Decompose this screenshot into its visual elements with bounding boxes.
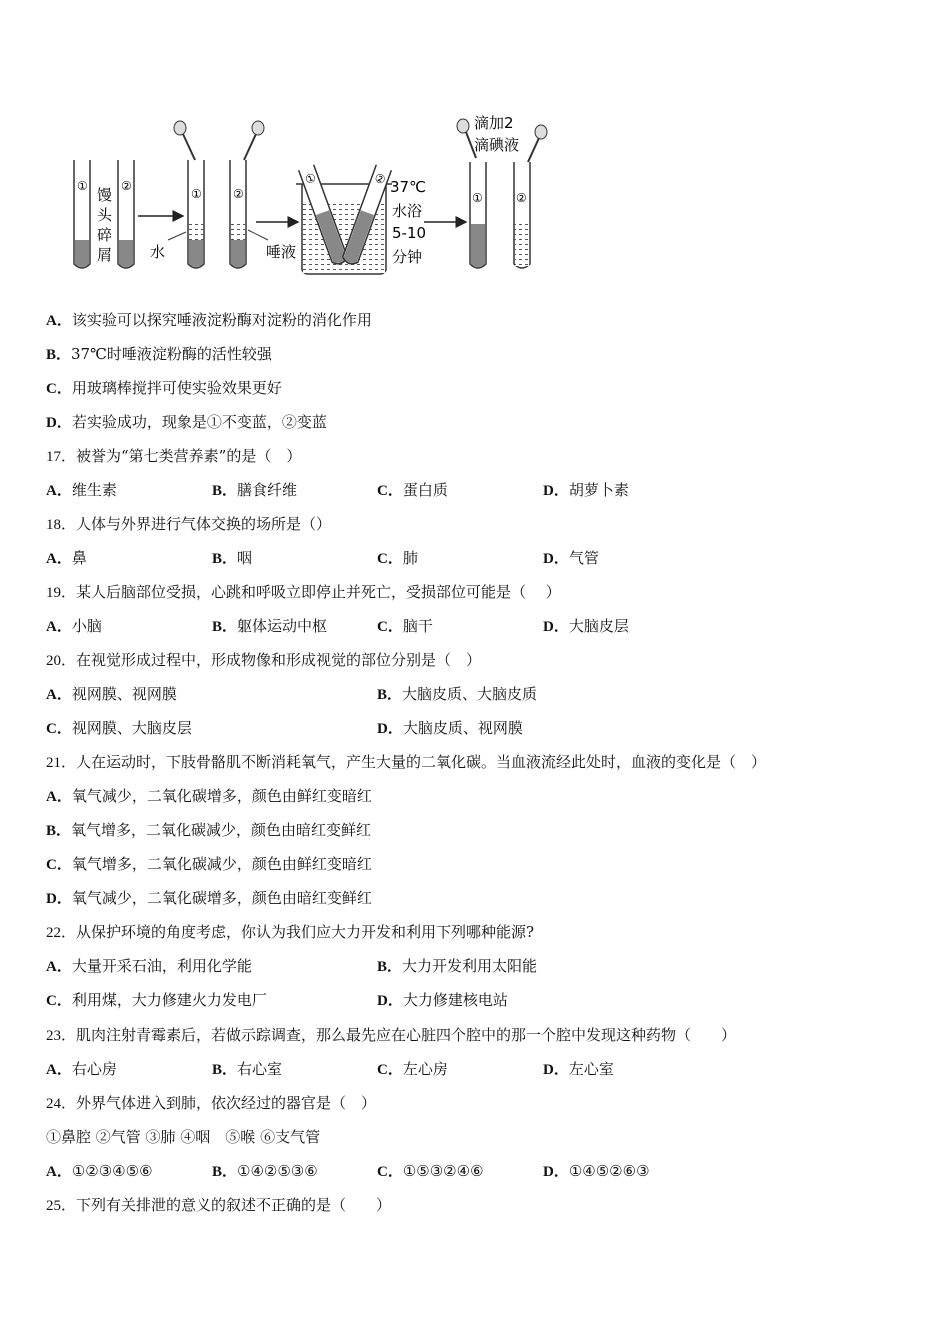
q20-option-c: C．视网膜、大脑皮层: [46, 719, 192, 737]
q24-organ-list: ①鼻腔 ②气管 ③肺 ④咽 ⑤喉 ⑥支气管: [46, 1128, 321, 1146]
q23-option-d: D．左心室: [543, 1060, 614, 1078]
q19-option-c: C．脑干: [377, 617, 433, 635]
q22-option-a: A．大量开采石油，利用化学能: [46, 957, 252, 975]
iodine-label-2: 滴碘液: [474, 136, 520, 154]
mantou-char-3: 碎: [97, 226, 113, 244]
q18-option-c: C．肺: [377, 549, 418, 567]
q18-option-a: A．鼻: [46, 549, 87, 567]
q16-option-a: A．该实验可以探究唾液淀粉酶对淀粉的消化作用: [46, 311, 372, 329]
q18-option-b: B．咽: [212, 549, 253, 567]
q17-option-b: B．膳食纤维: [212, 481, 298, 499]
tube-2-label-b: ②: [233, 187, 244, 201]
water-bath: [296, 165, 426, 274]
q24-option-d: D．①④⑤②⑥③: [543, 1162, 650, 1180]
bath-time-range: 5-10: [392, 224, 427, 242]
q16-option-d: D．若实验成功，现象是①不变蓝，②变蓝: [46, 413, 327, 431]
q19-option-a: A．小脑: [46, 617, 102, 635]
q20-option-d: D．大脑皮质、视网膜: [377, 719, 523, 737]
q23-stem: 23．肌肉注射青霉素后，若做示踪调查，那么最先应在心脏四个腔中的那一个腔中发现这种药物（ ）: [46, 1026, 737, 1044]
q17-option-c: C．蛋白质: [377, 481, 448, 499]
q22-option-c: C．利用煤，大力修建火力发电厂: [46, 991, 267, 1009]
q21-option-b: B．氧气增多，二氧化碳减少，颜色由暗红变鲜红: [46, 821, 372, 839]
q22-option-b: B．大力开发利用太阳能: [377, 957, 538, 975]
tube-group-4: [457, 114, 547, 268]
water-label: 水: [150, 243, 166, 261]
q18-option-d: D．气管: [543, 549, 599, 567]
tube-2-label-d: ②: [516, 191, 527, 205]
q24-stem: 24．外界气体进入到肺，依次经过的器官是（ ）: [46, 1094, 377, 1112]
q21-option-c: C．氧气增多，二氧化碳减少，颜色由鲜红变暗红: [46, 855, 372, 873]
bath-temp: 37℃: [390, 178, 426, 196]
q20-option-a: A．视网膜、视网膜: [46, 685, 177, 703]
saliva-label: 唾液: [266, 243, 297, 261]
bath-time-unit: 分钟: [392, 248, 423, 266]
q20-stem: 20．在视觉形成过程中，形成物像和形成视觉的部位分别是（ ）: [46, 651, 482, 669]
mantou-char-4: 屑: [97, 246, 113, 264]
q19-option-d: D．大脑皮层: [543, 617, 629, 635]
q17-option-a: A．维生素: [46, 481, 117, 499]
q24-option-c: C．①⑤③②④⑥: [377, 1162, 484, 1180]
q20-option-b: B．大脑皮质、大脑皮质: [377, 685, 538, 703]
tube-1-label-d: ①: [472, 191, 483, 205]
mantou-char-1: 馒: [97, 186, 113, 204]
q19-option-b: B．躯体运动中枢: [212, 617, 328, 635]
q22-option-d: D．大力修建核电站: [377, 991, 508, 1009]
q16-option-c: C．用玻璃棒搅拌可使实验效果更好: [46, 379, 282, 397]
tube-2-label: ②: [121, 179, 132, 193]
q17-stem: 17．被誉为“第七类营养素”的是（ ）: [46, 447, 302, 465]
tube-1-label-c: ①: [303, 170, 319, 188]
q21-option-d: D．氧气减少，二氧化碳增多，颜色由暗红变鲜红: [46, 889, 372, 907]
q24-option-b: B．①④②⑤③⑥: [212, 1162, 318, 1180]
q16-option-b: B．37℃时唾液淀粉酶的活性较强: [46, 345, 272, 363]
q21-option-a: A．氧气减少，二氧化碳增多，颜色由鲜红变暗红: [46, 787, 372, 805]
tube-group-1: [74, 160, 134, 268]
q23-option-c: C．左心房: [377, 1060, 448, 1078]
q23-option-a: A．右心房: [46, 1060, 117, 1078]
q25-stem: 25．下列有关排泄的意义的叙述不正确的是（ ）: [46, 1196, 392, 1214]
q21-stem: 21．人在运动时，下肢骨骼肌不断消耗氧气，产生大量的二氧化碳。当血液流经此处时，血液的变化是（ ）: [46, 753, 767, 771]
bath-label: 水浴: [392, 202, 423, 220]
tube-group-2: [150, 121, 296, 268]
q17-option-d: D．胡萝卜素: [543, 481, 629, 499]
q24-option-a: A．①②③④⑤⑥: [46, 1162, 153, 1180]
tube-1-label: ①: [77, 179, 88, 193]
experiment-figure: [68, 112, 558, 290]
mantou-char-2: 头: [97, 206, 113, 224]
tube-1-label-b: ①: [191, 187, 202, 201]
q19-stem: 19．某人后脑部位受损，心跳和呼吸立即停止并死亡，受损部位可能是（ ）: [46, 583, 561, 601]
q23-option-b: B．右心室: [212, 1060, 283, 1078]
q18-stem: 18．人体与外界进行气体交换的场所是（）: [46, 515, 332, 533]
q22-stem: 22．从保护环境的角度考虑，你认为我们应大力开发和利用下列哪种能源?: [46, 923, 535, 941]
tube-2-label-c: ②: [372, 170, 388, 188]
iodine-label-1: 滴加2: [474, 114, 514, 132]
